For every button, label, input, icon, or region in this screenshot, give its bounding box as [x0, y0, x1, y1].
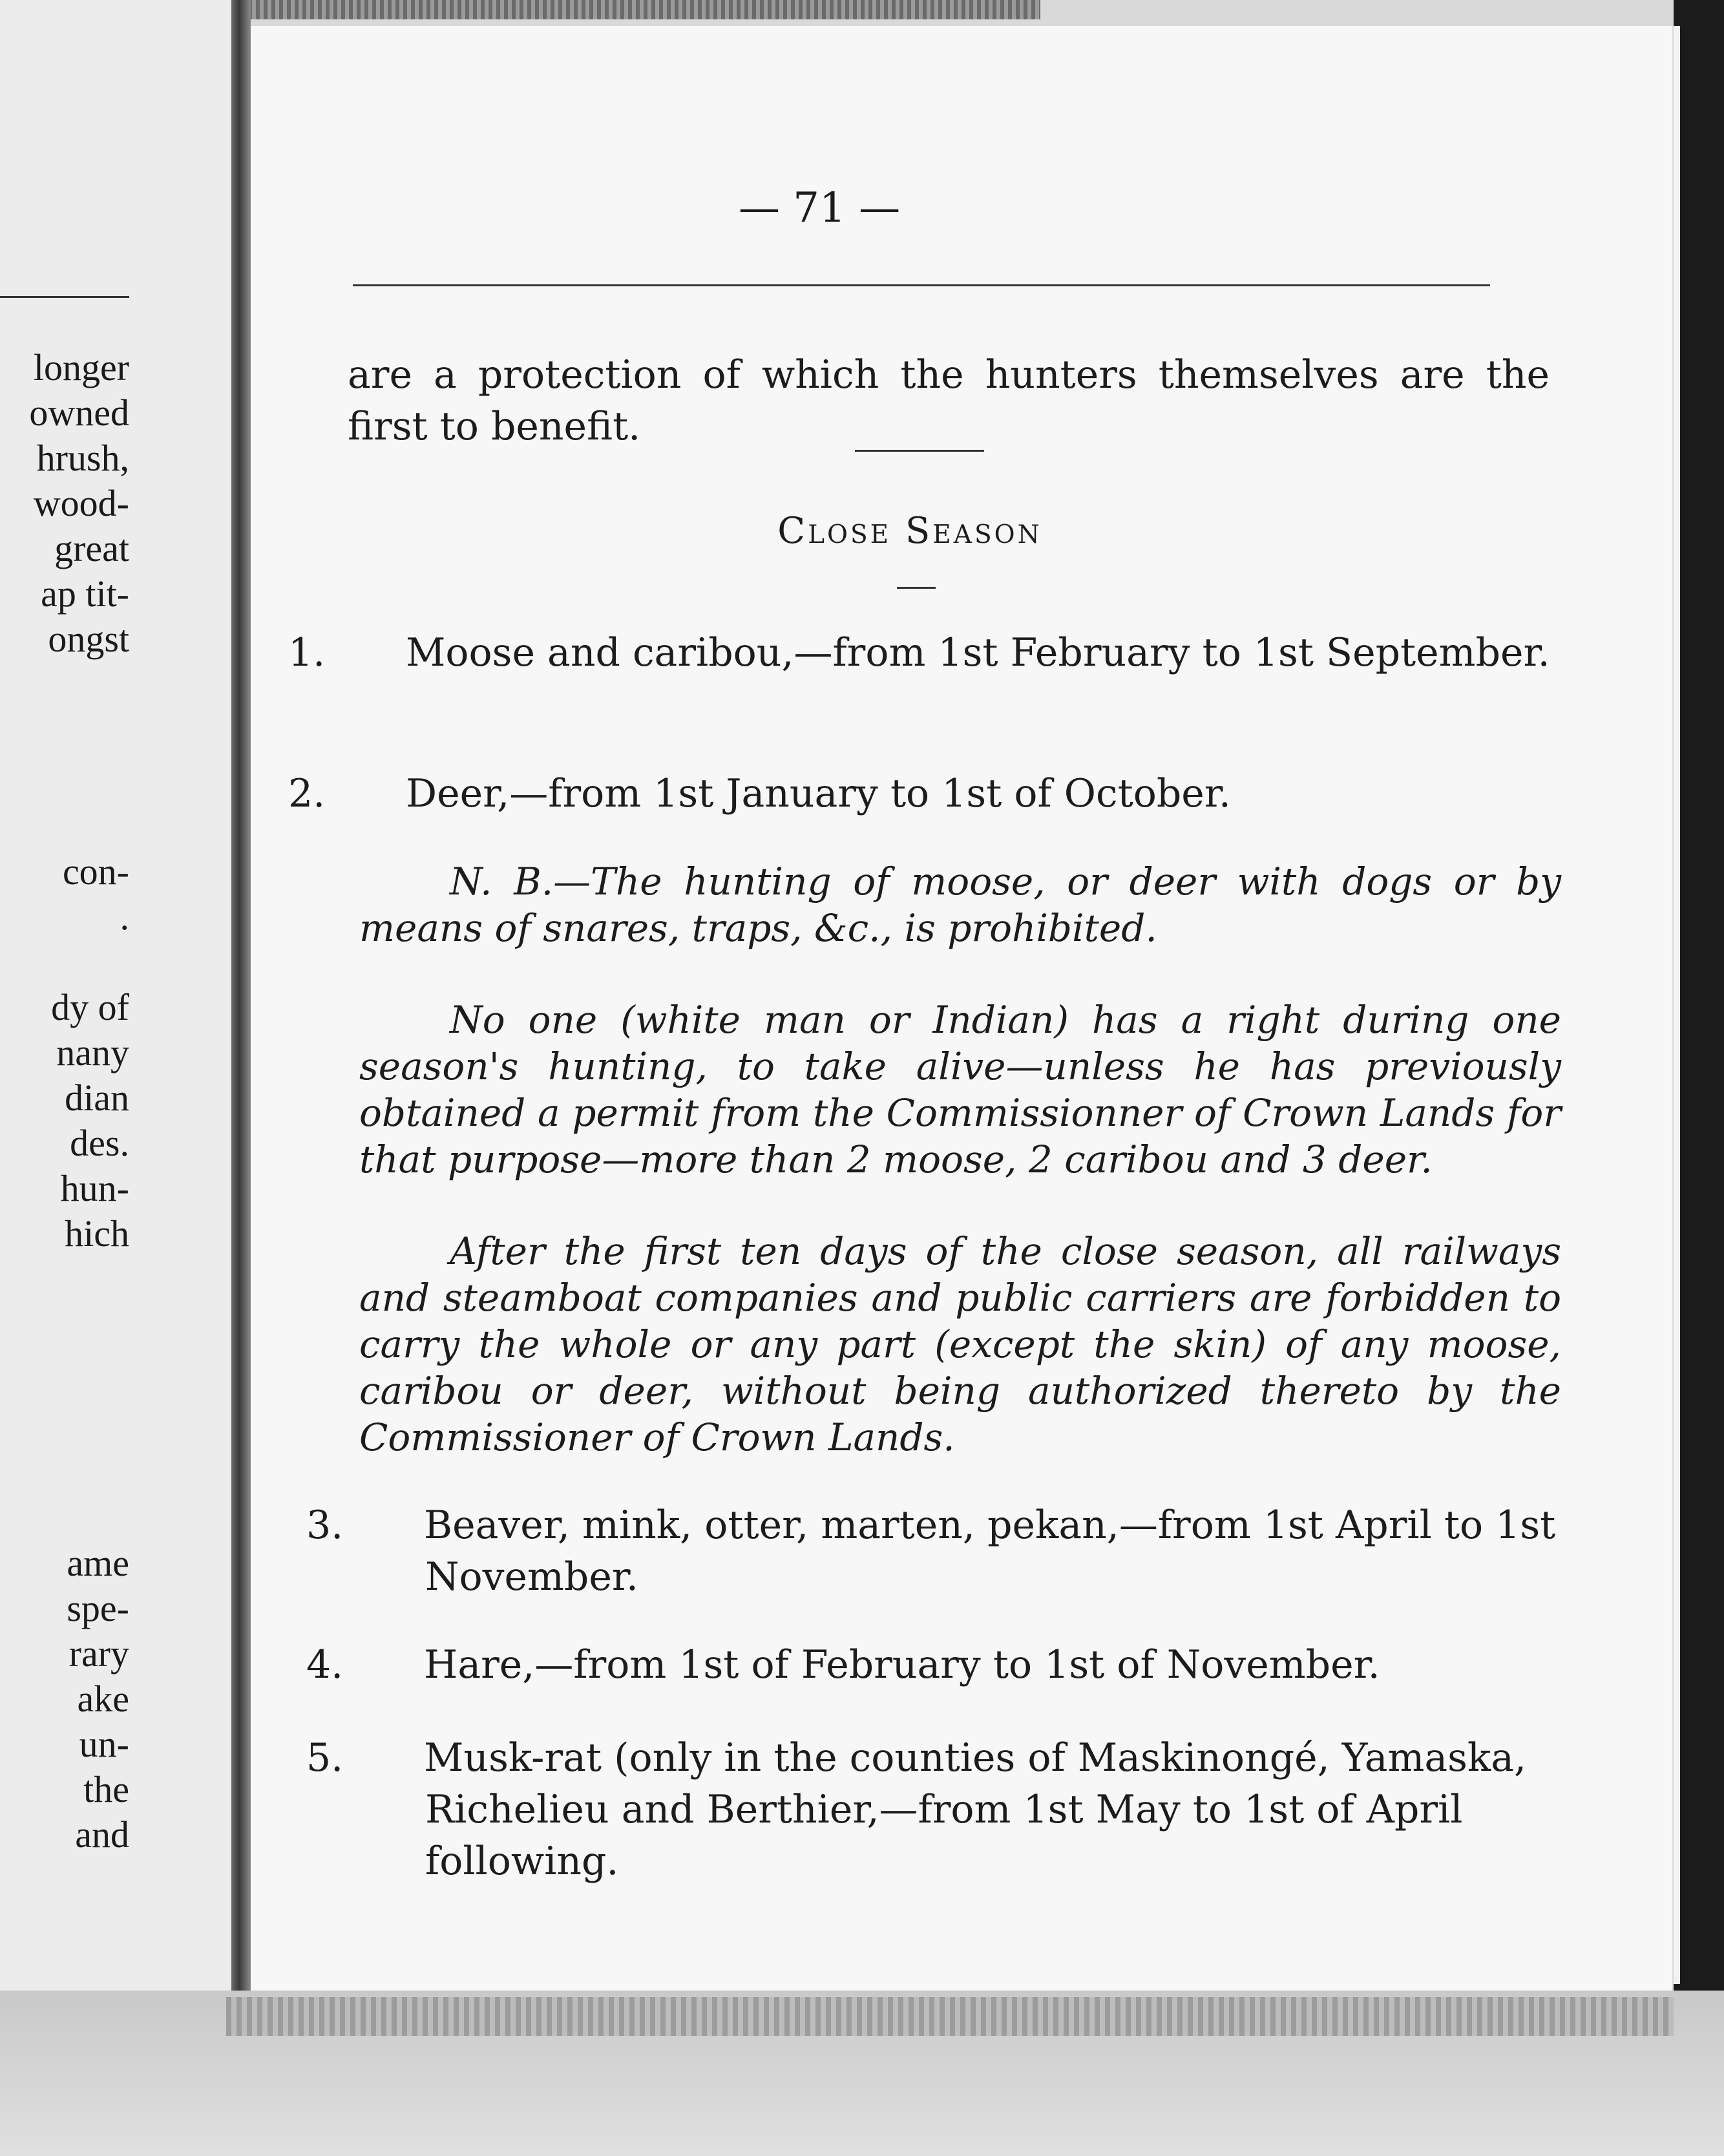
item-number: 1. [288, 630, 326, 675]
left-page-line: longer [33, 346, 129, 388]
left-page-line: hrush, [36, 437, 129, 479]
left-page-line: spe- [67, 1587, 129, 1629]
left-page-line: ap tit- [41, 573, 129, 615]
left-page-line: hun- [60, 1167, 129, 1209]
section-divider [855, 450, 984, 452]
list-item [306, 1639, 1627, 1691]
section-heading: Close Season [777, 510, 1042, 552]
item-text: Deer,—from 1st January to 1st of October. [406, 771, 1231, 816]
item-number: 4. [306, 1642, 344, 1687]
intro-paragraph: are a protection of which the hunters themselves are the first to benefit. [348, 352, 1550, 449]
header-rule [353, 284, 1490, 286]
left-page-line: ake [77, 1678, 129, 1720]
left-page-line: des. [70, 1122, 129, 1164]
item-text: Hare,—from 1st of February to 1st of November. [424, 1642, 1380, 1687]
left-page-line: hich [65, 1212, 129, 1254]
heading-underline [897, 587, 936, 589]
left-page-line: owned [29, 392, 129, 434]
left-page-line: wood- [33, 482, 129, 524]
scanner-bottom-strip [0, 1991, 1724, 2156]
item-text: Musk-rat (only in the counties of Maskinongé, Yamaska, Richelieu and Berthier,—from 1st May to 1st of April following. [424, 1735, 1527, 1884]
left-page-line: con- [62, 851, 129, 893]
left-page-line: great [54, 527, 129, 569]
list-item [288, 768, 1609, 819]
item-text: Beaver, mink, otter, marten, pekan,—from 1st April to 1st November. [424, 1503, 1556, 1600]
left-page-rule [0, 296, 129, 298]
left-page-line: dian [65, 1077, 129, 1119]
right-page [251, 26, 1672, 1991]
left-page-line: and [75, 1813, 129, 1855]
item-number: 5. [306, 1735, 344, 1781]
book-cover-cloth [226, 1997, 1674, 2036]
left-page-line: . [120, 896, 129, 938]
left-page-line: rary [68, 1633, 129, 1675]
book-gutter [231, 0, 251, 2156]
item-number: 3. [306, 1503, 344, 1548]
page-edge [1674, 26, 1680, 1984]
left-page-line: dy of [51, 986, 129, 1028]
note-paragraph: N. B.—The hunting of moose, or deer with dogs or by means of snares, traps, &c., is prohibited. [359, 860, 1561, 950]
left-page-line: the [83, 1768, 129, 1810]
item-text: Moose and caribou,—from 1st February to 1st September. [406, 630, 1550, 675]
list-item [306, 1499, 1627, 1603]
left-page-line: ame [67, 1542, 129, 1584]
page-number: — 71 — [738, 184, 901, 232]
left-page-line: ongst [48, 618, 129, 660]
list-item [288, 627, 1609, 679]
left-page-line: un- [79, 1723, 129, 1765]
note-paragraph: No one (white man or Indian) has a right during one season's hunting, to take alive—unless he has previously obtained a permit from the Commissionner of Crown Lands for that purpose—more than 2 moose, 2 caribou and 3 deer. [359, 998, 1561, 1181]
item-number: 2. [288, 771, 326, 816]
left-page-fragment [0, 0, 240, 2156]
left-page-line: nany [56, 1031, 129, 1073]
list-item [306, 1732, 1627, 1887]
note-paragraph: After the first ten days of the close season, all railways and steamboat companies and public carriers are forbidden to carry the whole or any part (except the skin) of any moose, caribou or deer, without being authorized thereto by the Commissioner of Crown Lands. [359, 1229, 1561, 1459]
scanner-right-frame [1674, 0, 1724, 2156]
